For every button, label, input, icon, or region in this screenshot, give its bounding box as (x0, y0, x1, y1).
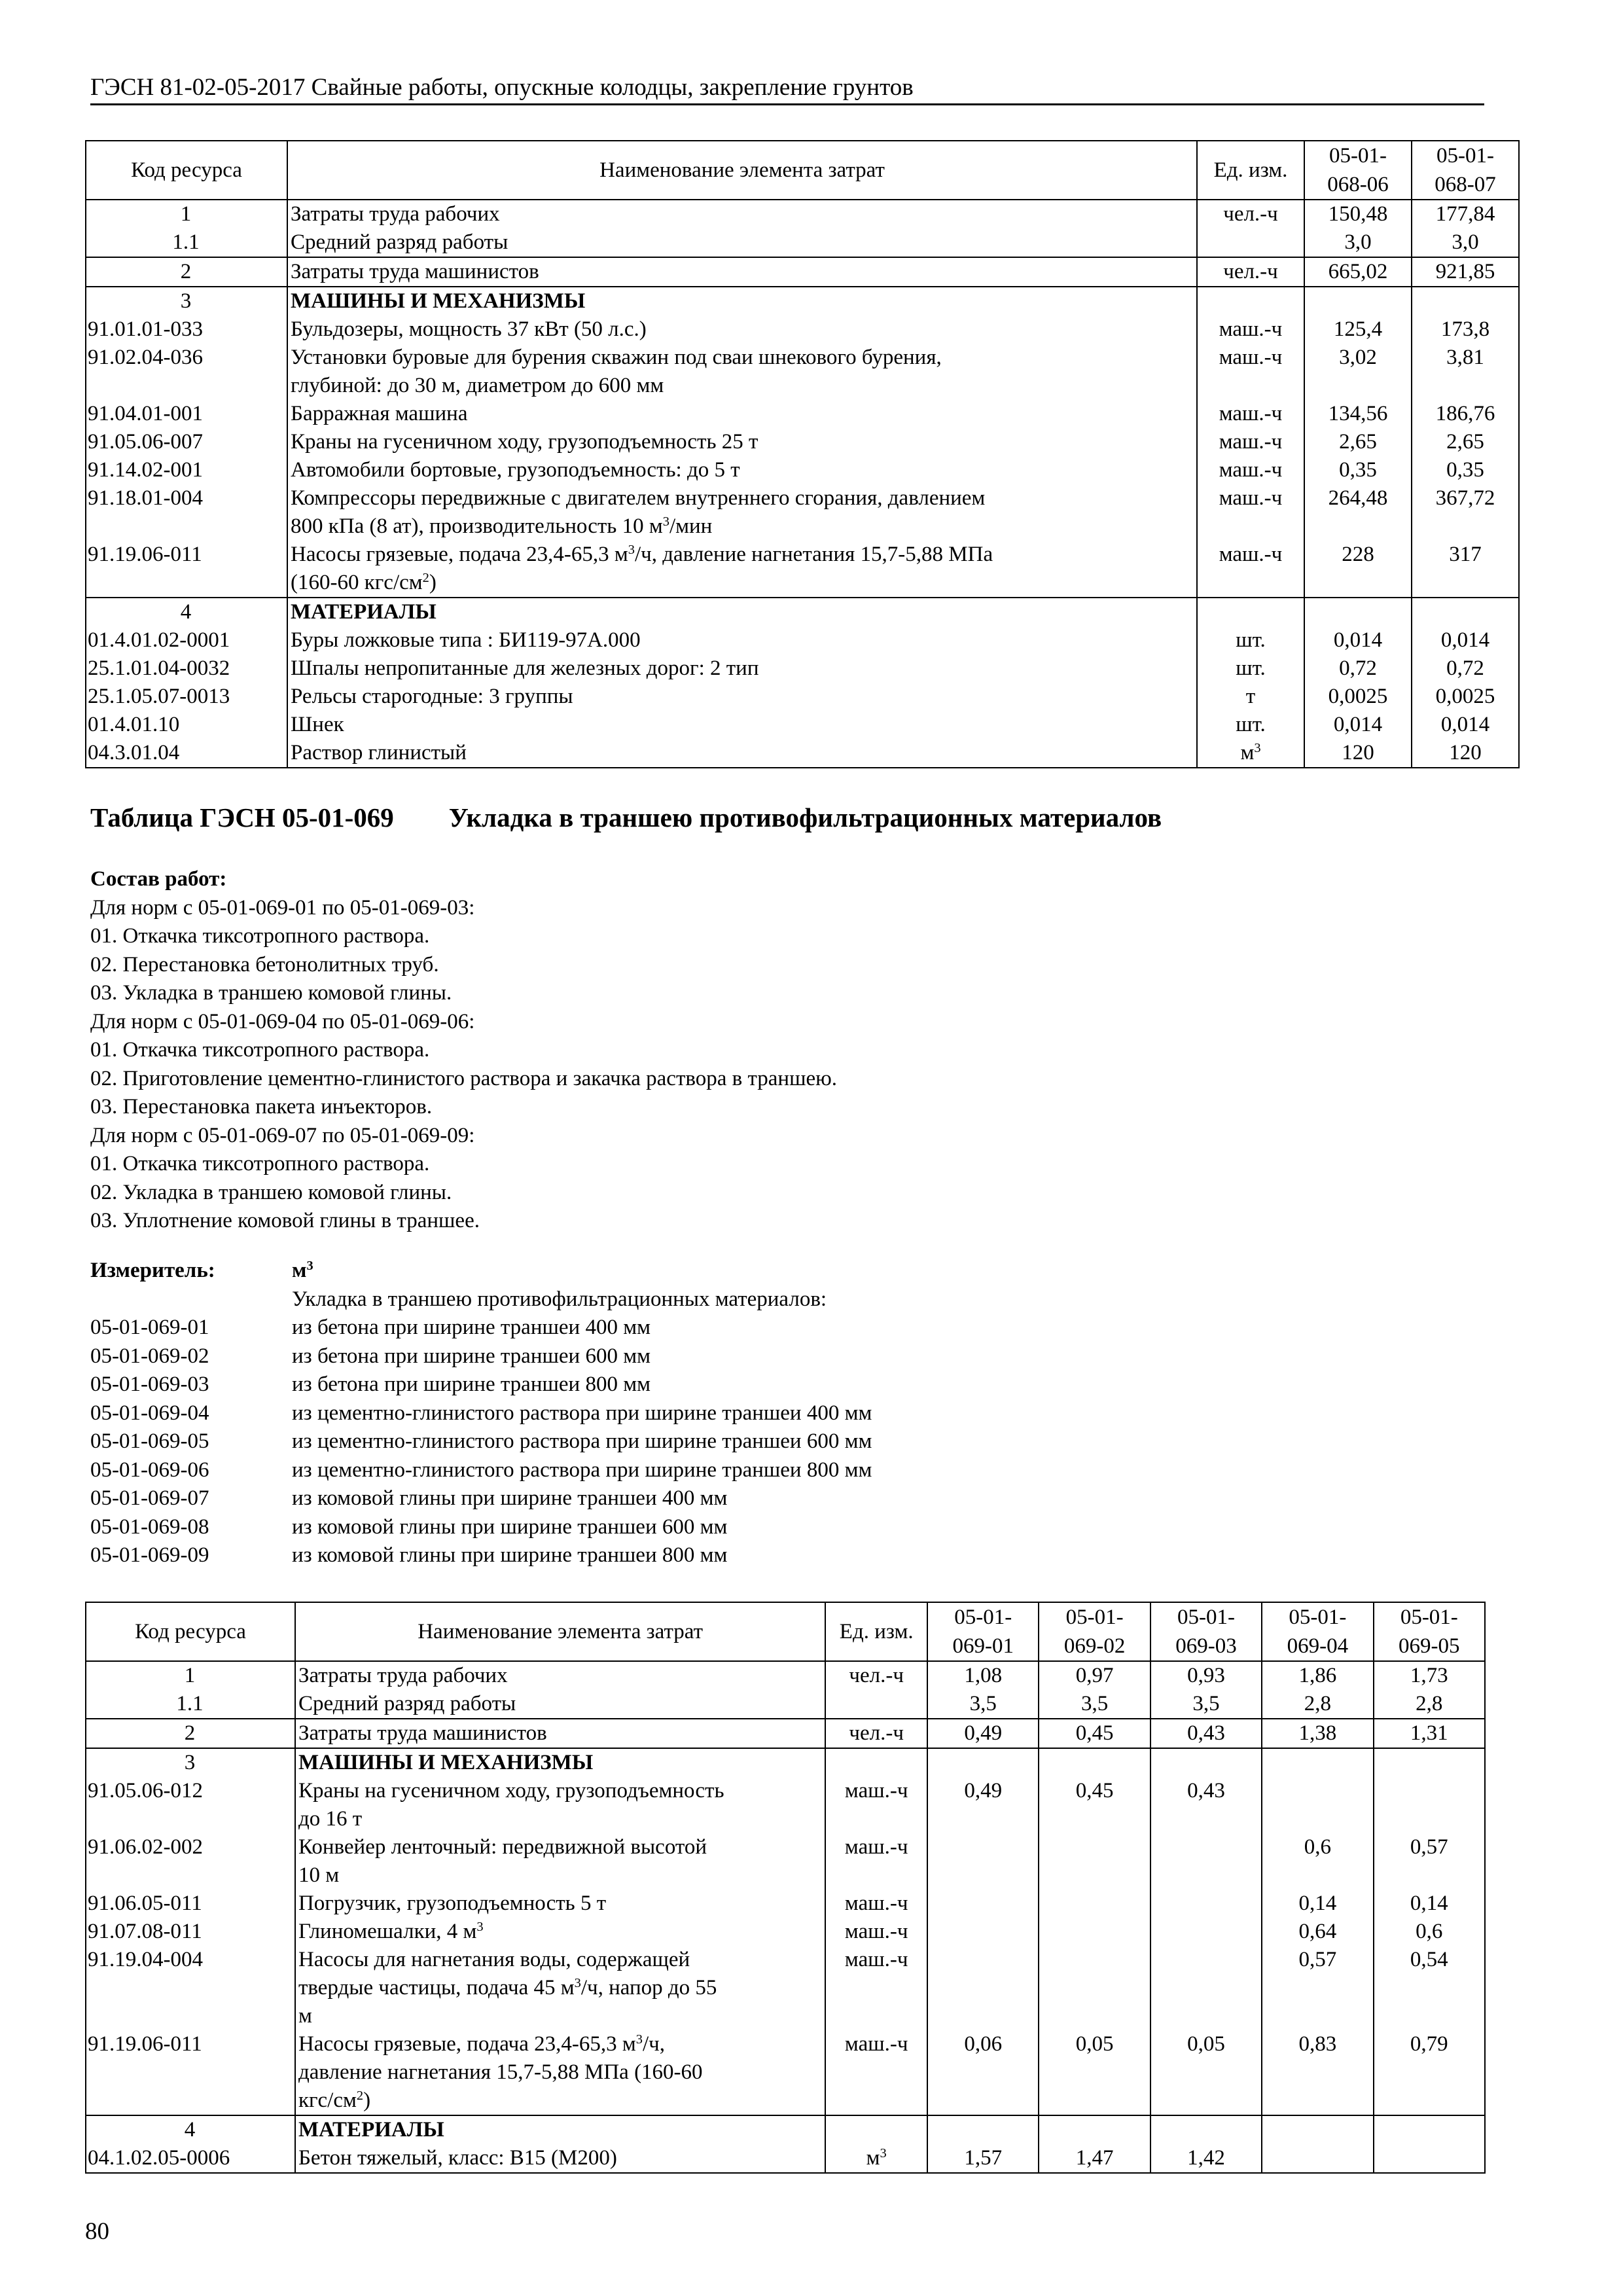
cell-name: МАШИНЫ И МЕХАНИЗМЫ (295, 1748, 825, 1777)
cell-value: 2,65 (1412, 428, 1519, 456)
work-line: 02. Приготовление цементно-глинистого раствора и закачка раствора в траншею. (90, 1066, 838, 1090)
cell-unit: чел.-ч (1197, 257, 1304, 287)
cell-unit: $м^3$ (1197, 739, 1304, 768)
cell-name: Бульдозеры, мощность 37 кВт (50 л.с.) (287, 315, 1197, 344)
table-row (86, 428, 1519, 456)
table-row (86, 1690, 1485, 1719)
cell-name: Шпалы непропитанные для железных дорог: 2 тип (287, 655, 1197, 683)
cell-value (1039, 2115, 1150, 2144)
cell-value: 921,85 (1412, 257, 1519, 287)
work-line: 01. Откачка тиксотропного раствора. (90, 1152, 430, 1175)
header-unit: Ед. изм. (1197, 141, 1304, 200)
cell-code: 25.1.01.04-0032 (86, 655, 287, 683)
cell-value: 0,64 (1262, 1918, 1373, 1946)
cell-value: 1,47 (1039, 2144, 1150, 2173)
cell-value: 317 (1412, 541, 1519, 598)
cell-unit: чел.-ч (1197, 200, 1304, 228)
table-row (86, 1918, 1485, 1946)
cell-value: 0,57 (1262, 1946, 1373, 2030)
cell-unit: маш.-ч (1197, 315, 1304, 344)
cell-code: 91.02.04-036 (86, 344, 287, 400)
cell-code: 04.1.02.05-0006 (86, 2144, 295, 2173)
cell-name: Бетон тяжелый, класс: В15 (М200) (295, 2144, 825, 2173)
meter-item (90, 1484, 1268, 1513)
cell-value: 0,97 (1039, 1661, 1150, 1690)
header-norm-col: 05-01- 069-03 (1150, 1602, 1262, 1661)
cell-code: 91.19.04-004 (86, 1946, 295, 2030)
work-line: 01. Откачка тиксотропного раствора. (90, 924, 430, 948)
cell-code: 91.07.08-011 (86, 1918, 295, 1946)
cell-value (1039, 1918, 1150, 1946)
table-title (90, 801, 1162, 834)
cell-value: 1,42 (1150, 2144, 1262, 2173)
table-row (86, 315, 1519, 344)
meter-label: Измеритель: (90, 1259, 215, 1282)
cell-name: Погрузчик, грузоподъемность 5 т (295, 1890, 825, 1918)
meter-item-text: из цементно-глинистого раствора при ширине траншеи 400 мм (292, 1401, 872, 1425)
meter-item-code: 05-01-069-06 (90, 1458, 209, 1482)
cell-unit: чел.-ч (825, 1719, 927, 1748)
meter-items (90, 1314, 1268, 1570)
table-row (86, 228, 1519, 257)
cell-value: 0,0025 (1412, 683, 1519, 711)
header-code: Код ресурса (86, 1602, 295, 1661)
cell-unit: маш.-ч (825, 1946, 927, 2030)
cell-code: 01.4.01.02-0001 (86, 626, 287, 655)
cell-value: 3,02 (1304, 344, 1412, 400)
cell-value (1262, 1748, 1373, 1777)
cell-value: 0,45 (1039, 1719, 1150, 1748)
cell-value (1150, 1918, 1262, 1946)
table-row (86, 739, 1519, 768)
cell-name: Глиномешалки, 4 $м^3$ (295, 1918, 825, 1946)
cell-name: Затраты труда рабочих (287, 200, 1197, 228)
meter-unit: $м^3$ (292, 1258, 313, 1282)
cell-value: 0,014 (1412, 626, 1519, 655)
work-line: Для норм с 05-01-069-07 по 05-01-069-09: (90, 1123, 475, 1147)
cell-code: 25.1.05.07-0013 (86, 683, 287, 711)
cell-value: 0,43 (1150, 1777, 1262, 1833)
meter-item-text: из комовой глины при ширине траншеи 800 мм (292, 1543, 728, 1567)
table-row (86, 626, 1519, 655)
meter-item (90, 1456, 1268, 1485)
cell-value: 0,35 (1412, 456, 1519, 484)
table-row (86, 1777, 1485, 1833)
cell-unit (825, 1690, 927, 1719)
cell-value: 0,72 (1304, 655, 1412, 683)
cell-unit: маш.-ч (1197, 344, 1304, 400)
meter-item-text: из цементно-глинистого раствора при ширине траншеи 600 мм (292, 1429, 872, 1453)
work-line: 03. Укладка в траншею комовой глины. (90, 981, 452, 1005)
header-norm-col: 05-01- 069-02 (1039, 1602, 1150, 1661)
table-row (86, 287, 1519, 315)
table-row (86, 1946, 1485, 2030)
cell-name: Буры ложковые типа : БИ119-97А.000 (287, 626, 1197, 655)
table-row (86, 456, 1519, 484)
table-title-number: Таблица ГЭСН 05-01-069 (90, 802, 394, 833)
table-body (86, 200, 1519, 768)
table-row (86, 2115, 1485, 2144)
cell-name: МАТЕРИАЛЫ (295, 2115, 825, 2144)
work-line: 02. Укладка в траншею комовой глины. (90, 1180, 452, 1204)
cell-code: 3 (86, 1748, 295, 1777)
cell-unit: маш.-ч (1197, 400, 1304, 428)
meter-intro: Укладка в траншею противофильтрационных материалов: (292, 1287, 827, 1311)
cell-name: Рельсы старогодные: 3 группы (287, 683, 1197, 711)
cell-value: 2,8 (1374, 1690, 1485, 1719)
cell-value: 0,54 (1374, 1946, 1485, 2030)
cell-code: 91.19.06-011 (86, 2030, 295, 2115)
cell-unit (825, 1748, 927, 1777)
cell-unit: $м^3$ (825, 2144, 927, 2173)
cell-unit: маш.-ч (1197, 456, 1304, 484)
cell-value: 134,56 (1304, 400, 1412, 428)
cell-value: 0,49 (927, 1777, 1039, 1833)
cell-unit (1197, 598, 1304, 626)
cell-value: 665,02 (1304, 257, 1412, 287)
cell-unit: шт. (1197, 626, 1304, 655)
cell-unit (1197, 228, 1304, 257)
cell-value: 0,79 (1374, 2030, 1485, 2115)
resource-table-069 (85, 1602, 1486, 2174)
cell-value: 0,0025 (1304, 683, 1412, 711)
cell-value: 3,5 (1150, 1690, 1262, 1719)
cell-value: 3,0 (1412, 228, 1519, 257)
header-code: Код ресурса (86, 141, 287, 200)
cell-unit: маш.-ч (825, 1890, 927, 1918)
cell-unit: чел.-ч (825, 1661, 927, 1690)
cell-name: Затраты труда машинистов (295, 1719, 825, 1748)
cell-code: 91.18.01-004 (86, 484, 287, 541)
cell-value: 1,86 (1262, 1661, 1373, 1690)
cell-code: 91.01.01-033 (86, 315, 287, 344)
cell-value: 3,81 (1412, 344, 1519, 400)
meter-item-code: 05-01-069-04 (90, 1401, 209, 1425)
table-row (86, 1719, 1485, 1748)
cell-name: Средний разряд работы (287, 228, 1197, 257)
cell-code: 2 (86, 257, 287, 287)
cell-value: 1,57 (927, 2144, 1039, 2173)
work-composition (90, 865, 837, 1236)
cell-value (927, 2115, 1039, 2144)
cell-value (927, 1918, 1039, 1946)
cell-value (1039, 1748, 1150, 1777)
meter-item-code: 05-01-069-01 (90, 1316, 209, 1339)
cell-value: 0,72 (1412, 655, 1519, 683)
table-row (86, 541, 1519, 598)
cell-name: Автомобили бортовые, грузоподъемность: до 5 т (287, 456, 1197, 484)
cell-code: 91.06.02-002 (86, 1833, 295, 1890)
header-norm-col: 05-01- 068-07 (1412, 141, 1519, 200)
cell-value: 367,72 (1412, 484, 1519, 541)
cell-name: МАТЕРИАЛЫ (287, 598, 1197, 626)
cell-unit: маш.-ч (825, 1918, 927, 1946)
cell-value (1262, 1777, 1373, 1833)
work-line: 03. Перестановка пакета инъекторов. (90, 1095, 433, 1119)
cell-code: 01.4.01.10 (86, 711, 287, 739)
cell-code: 91.19.06-011 (86, 541, 287, 598)
meter-item-code: 05-01-069-05 (90, 1429, 209, 1453)
work-line: Для норм с 05-01-069-01 по 05-01-069-03: (90, 895, 475, 920)
cell-value: 0,06 (927, 2030, 1039, 2115)
cell-value: 0,35 (1304, 456, 1412, 484)
meter-block (90, 1257, 1268, 1570)
cell-code: 2 (86, 1719, 295, 1748)
cell-name: МАШИНЫ И МЕХАНИЗМЫ (287, 287, 1197, 315)
cell-name: Барражная машина (287, 400, 1197, 428)
cell-unit (825, 2115, 927, 2144)
cell-value (1412, 598, 1519, 626)
header-name: Наименование элемента затрат (295, 1602, 825, 1661)
cell-value: 0,14 (1374, 1890, 1485, 1918)
cell-value: 173,8 (1412, 315, 1519, 344)
running-header: ГЭСН 81-02-05-2017 Свайные работы, опускные колодцы, закрепление грунтов (90, 73, 1484, 105)
table-row (86, 1833, 1485, 1890)
cell-value (1150, 1946, 1262, 2030)
cell-value (927, 1833, 1039, 1890)
cell-value (1304, 598, 1412, 626)
cell-value: 0,93 (1150, 1661, 1262, 1690)
header-norm-col: 05-01- 069-01 (927, 1602, 1039, 1661)
cell-name: Шнек (287, 711, 1197, 739)
cell-name: Насосы грязевые, подача 23,4-65,3 $м^3/ч$, давление нагнетания 15,7-5,88 МПа (160-60 кгс/$см^2$) (295, 2030, 825, 2115)
meter-item (90, 1314, 1268, 1342)
table-row (86, 484, 1519, 541)
table-body (86, 1661, 1485, 2173)
cell-value: 3,5 (927, 1690, 1039, 1719)
cell-value (1039, 1833, 1150, 1890)
meter-item-text: из бетона при ширине траншеи 600 мм (292, 1344, 651, 1368)
cell-value: 177,84 (1412, 200, 1519, 228)
cell-value: 228 (1304, 541, 1412, 598)
cell-value (1150, 2115, 1262, 2144)
table-row (86, 598, 1519, 626)
cell-name: Компрессоры передвижные с двигателем внутреннего сгорания, давлением 800 кПа (8 ат), производительность 10 $м^3$/мин (287, 484, 1197, 541)
table-row (86, 200, 1519, 228)
cell-value: 0,014 (1304, 711, 1412, 739)
meter-item-code: 05-01-069-07 (90, 1486, 209, 1510)
cell-value: 186,76 (1412, 400, 1519, 428)
cell-name: Насосы для нагнетания воды, содержащей твердые частицы, подача 45 $м^3/ч$, напор до 55 м (295, 1946, 825, 2030)
meter-item (90, 1371, 1268, 1399)
cell-code: 91.04.01-001 (86, 400, 287, 428)
cell-unit: маш.-ч (825, 1777, 927, 1833)
cell-unit: шт. (1197, 655, 1304, 683)
cell-unit: шт. (1197, 711, 1304, 739)
cell-value (1374, 2144, 1485, 2173)
cell-unit: маш.-ч (1197, 428, 1304, 456)
cell-unit: т (1197, 683, 1304, 711)
table-row (86, 711, 1519, 739)
header-norm-col: 05-01- 069-04 (1262, 1602, 1373, 1661)
meter-item-code: 05-01-069-08 (90, 1515, 209, 1539)
work-composition-label: Состав работ: (90, 867, 227, 891)
cell-value (1039, 1890, 1150, 1918)
cell-value: 1,08 (927, 1661, 1039, 1690)
cell-value: 2,8 (1262, 1690, 1373, 1719)
meter-item (90, 1399, 1268, 1428)
table-row (86, 2144, 1485, 2173)
cell-value: 3,5 (1039, 1690, 1150, 1719)
cell-value: 0,43 (1150, 1719, 1262, 1748)
meter-item-text: из бетона при ширине траншеи 400 мм (292, 1316, 651, 1339)
cell-code: 91.05.06-007 (86, 428, 287, 456)
work-line: 02. Перестановка бетонолитных труб. (90, 952, 439, 977)
cell-name: Затраты труда рабочих (295, 1661, 825, 1690)
cell-code: 91.05.06-012 (86, 1777, 295, 1833)
work-line: 01. Откачка тиксотропного раствора. (90, 1038, 430, 1062)
header-unit: Ед. изм. (825, 1602, 927, 1661)
cell-code: 3 (86, 287, 287, 315)
cell-value (1412, 287, 1519, 315)
cell-value (1374, 1777, 1485, 1833)
header-name: Наименование элемента затрат (287, 141, 1197, 200)
cell-unit: маш.-ч (825, 2030, 927, 2115)
meter-item (90, 1541, 1268, 1570)
cell-name: Насосы грязевые, подача 23,4-65,3 $м^3/ч$, давление нагнетания 15,7-5,88 МПа (160-60 кгс/$см^2$) (287, 541, 1197, 598)
cell-code: 91.06.05-011 (86, 1890, 295, 1918)
cell-value: 0,6 (1374, 1918, 1485, 1946)
cell-value: 0,14 (1262, 1890, 1373, 1918)
meter-item-code: 05-01-069-03 (90, 1372, 209, 1396)
cell-unit (1197, 287, 1304, 315)
cell-unit: маш.-ч (1197, 484, 1304, 541)
cell-value: 0,83 (1262, 2030, 1373, 2115)
table-row (86, 400, 1519, 428)
table-row (86, 1661, 1485, 1690)
cell-value: 3,0 (1304, 228, 1412, 257)
cell-value: 125,4 (1304, 315, 1412, 344)
cell-code: 91.14.02-001 (86, 456, 287, 484)
cell-name: Раствор глинистый (287, 739, 1197, 768)
cell-value: 0,45 (1039, 1777, 1150, 1833)
cell-value: 120 (1304, 739, 1412, 768)
cell-value: 0,6 (1262, 1833, 1373, 1890)
cell-value (1374, 1748, 1485, 1777)
cell-code: 1.1 (86, 1690, 295, 1719)
cell-value: 0,05 (1150, 2030, 1262, 2115)
table-row (86, 1748, 1485, 1777)
meter-item (90, 1427, 1268, 1456)
meter-item-code: 05-01-069-02 (90, 1344, 209, 1368)
cell-value (927, 1748, 1039, 1777)
table-row (86, 344, 1519, 400)
meter-item (90, 1342, 1268, 1371)
cell-value (927, 1946, 1039, 2030)
cell-value: 0,05 (1039, 2030, 1150, 2115)
cell-unit: маш.-ч (825, 1833, 927, 1890)
work-line: 03. Уплотнение комовой глины в траншее. (90, 1209, 480, 1232)
cell-value (1262, 2144, 1373, 2173)
table-row (86, 683, 1519, 711)
cell-value: 1,38 (1262, 1719, 1373, 1748)
cell-value: 0,014 (1412, 711, 1519, 739)
cell-code: 4 (86, 598, 287, 626)
cell-value: 0,57 (1374, 1833, 1485, 1890)
cell-unit: маш.-ч (1197, 541, 1304, 598)
cell-value (1304, 287, 1412, 315)
cell-value: 120 (1412, 739, 1519, 768)
cell-code: 04.3.01.04 (86, 739, 287, 768)
cell-name: Средний разряд работы (295, 1690, 825, 1719)
table-row (86, 257, 1519, 287)
cell-name: Краны на гусеничном ходу, грузоподъемность до 16 т (295, 1777, 825, 1833)
cell-value: 264,48 (1304, 484, 1412, 541)
resource-table-068 (85, 140, 1520, 768)
table-row (86, 1890, 1485, 1918)
cell-value (1374, 2115, 1485, 2144)
meter-item-text: из комовой глины при ширине траншеи 600 мм (292, 1515, 728, 1539)
meter-item-text: из комовой глины при ширине траншеи 400 мм (292, 1486, 728, 1510)
work-line: Для норм с 05-01-069-04 по 05-01-069-06: (90, 1009, 475, 1033)
cell-value (1262, 2115, 1373, 2144)
cell-value (927, 1890, 1039, 1918)
cell-name: Установки буровые для бурения скважин под сваи шнекового бурения, глубиной: до 30 м, диаметром до 600 мм (287, 344, 1197, 400)
cell-value: 2,65 (1304, 428, 1412, 456)
cell-code: 1 (86, 200, 287, 228)
cell-code: 4 (86, 2115, 295, 2144)
meter-item (90, 1513, 1268, 1542)
cell-value (1039, 1946, 1150, 2030)
header-norm-col: 05-01- 069-05 (1374, 1602, 1485, 1661)
cell-value (1150, 1890, 1262, 1918)
cell-value: 1,31 (1374, 1719, 1485, 1748)
cell-name: Конвейер ленточный: передвижной высотой 10 м (295, 1833, 825, 1890)
table-row (86, 655, 1519, 683)
cell-code: 1 (86, 1661, 295, 1690)
table-title-name: Укладка в траншею противофильтрационных материалов (448, 802, 1162, 833)
work-lines (90, 894, 837, 1236)
cell-code: 1.1 (86, 228, 287, 257)
cell-value: 0,49 (927, 1719, 1039, 1748)
cell-value (1150, 1748, 1262, 1777)
header-norm-col: 05-01- 068-06 (1304, 141, 1412, 200)
cell-value: 1,73 (1374, 1661, 1485, 1690)
cell-name: Затраты труда машинистов (287, 257, 1197, 287)
meter-item-text: из цементно-глинистого раствора при ширине траншеи 800 мм (292, 1458, 872, 1482)
cell-value: 0,014 (1304, 626, 1412, 655)
cell-value (1150, 1833, 1262, 1890)
meter-item-code: 05-01-069-09 (90, 1543, 209, 1567)
cell-name: Краны на гусеничном ходу, грузоподъемность 25 т (287, 428, 1197, 456)
page-number: 80 (85, 2218, 109, 2245)
cell-value: 150,48 (1304, 200, 1412, 228)
table-row (86, 2030, 1485, 2115)
meter-item-text: из бетона при ширине траншеи 800 мм (292, 1372, 651, 1396)
